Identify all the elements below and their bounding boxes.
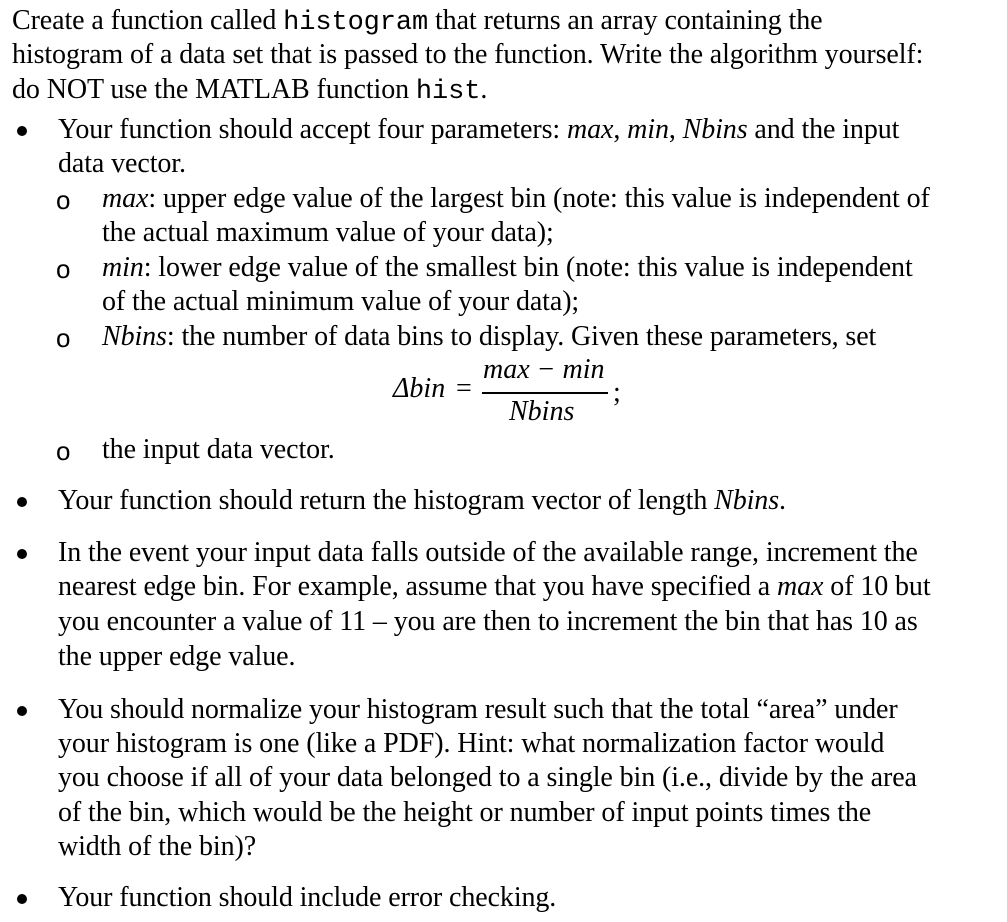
- sub-bullet-icon: o: [56, 323, 71, 353]
- equation-numerator: max − min: [483, 354, 605, 385]
- fraction-bar: [482, 392, 608, 394]
- bullet-icon: [17, 126, 27, 136]
- bullet-4-line-1: You should normalize your histogram result such that the total “area” under: [58, 694, 898, 725]
- bullet-2-line-1: [58, 484, 786, 518]
- bullet-4-line-5: width of the bin)?: [58, 831, 257, 862]
- code-hist: hist: [415, 77, 481, 107]
- bullet-1-line-1: [58, 113, 899, 147]
- term-max: max: [566, 114, 614, 145]
- sub-text: : lower edge value of the smallest bin (note: this value is independent: [143, 252, 913, 283]
- bullet-3-line-4: the upper edge value.: [58, 641, 296, 672]
- bullet-text: Your function should accept four parameters:: [58, 114, 567, 145]
- bullet-4-line-2: your histogram is one (like a PDF). Hint: what normalization factor would: [58, 728, 885, 759]
- separator: ,: [613, 114, 628, 145]
- equation-denominator: Nbins: [509, 396, 575, 427]
- intro-text: Create a function called: [12, 5, 284, 36]
- bullet-icon: [17, 497, 27, 507]
- sub-bullet-1-line-2: the actual maximum value of your data);: [102, 217, 554, 248]
- intro-text: do NOT use the MATLAB function: [12, 74, 416, 105]
- bullet-text: of 10 but: [823, 571, 931, 602]
- term-min: min: [627, 114, 669, 145]
- sub-bullet-2-line-1: [102, 251, 913, 285]
- bullet-3-line-2: [58, 570, 931, 604]
- sub-text: : upper edge value of the largest bin (note: this value is independent of: [148, 183, 930, 214]
- bullet-4-line-4: of the bin, which would be the height or number of input points times the: [58, 797, 872, 828]
- term-nbins: Nbins: [682, 114, 748, 145]
- term-nbins: Nbins: [714, 485, 780, 516]
- equation-equals: =: [456, 373, 472, 404]
- bullet-text: Your function should return the histogram vector of length: [58, 485, 715, 516]
- bullet-1-line-2: data vector.: [58, 148, 186, 179]
- bullet-icon: [17, 706, 27, 716]
- sub-bullet-icon: o: [56, 185, 71, 215]
- sub-bullet-2-line-2: of the actual minimum value of your data);: [102, 286, 580, 317]
- bullet-icon: [17, 894, 27, 904]
- bullet-4-line-3: you choose if all of your data belonged to a single bin (i.e., divide by the area: [58, 762, 917, 793]
- bullet-text: nearest edge bin. For example, assume that you have specified a: [58, 571, 778, 602]
- separator: ,: [668, 114, 683, 145]
- bullet-text: .: [779, 485, 786, 516]
- term-nbins: Nbins: [102, 321, 167, 352]
- term-max: max: [777, 571, 824, 602]
- equation-semicolon: ;: [613, 377, 621, 408]
- bullet-5-line-1: Your function should include error checking.: [58, 882, 557, 913]
- sub-bullet-1-line-1: [102, 182, 930, 216]
- sub-bullet-3-line-1: [102, 320, 876, 354]
- bullet-text: and the input: [747, 114, 900, 145]
- intro-text: that returns an array containing the: [428, 5, 823, 36]
- term-min: min: [102, 252, 144, 283]
- sub-bullet-4-line-1: the input data vector.: [102, 434, 335, 465]
- sub-bullet-icon: o: [56, 254, 71, 284]
- term-max: max: [102, 183, 149, 214]
- intro-text: .: [480, 74, 488, 105]
- intro-line-2: histogram of a data set that is passed to the function. Write the algorithm yourself:: [12, 39, 924, 70]
- code-histogram: histogram: [283, 8, 429, 38]
- equation-lhs: Δbin: [393, 373, 446, 404]
- sub-bullet-icon: o: [56, 436, 71, 466]
- intro-line-1: [12, 4, 822, 40]
- bullet-3-line-1: In the event your input data falls outside of the available range, increment the: [58, 537, 918, 568]
- bullet-icon: [17, 549, 27, 559]
- bullet-3-line-3: you encounter a value of 11 – you are then to increment the bin that has 10 as: [58, 606, 918, 637]
- sub-text: : the number of data bins to display. Given these parameters, set: [166, 321, 877, 352]
- intro-line-3: [12, 73, 487, 109]
